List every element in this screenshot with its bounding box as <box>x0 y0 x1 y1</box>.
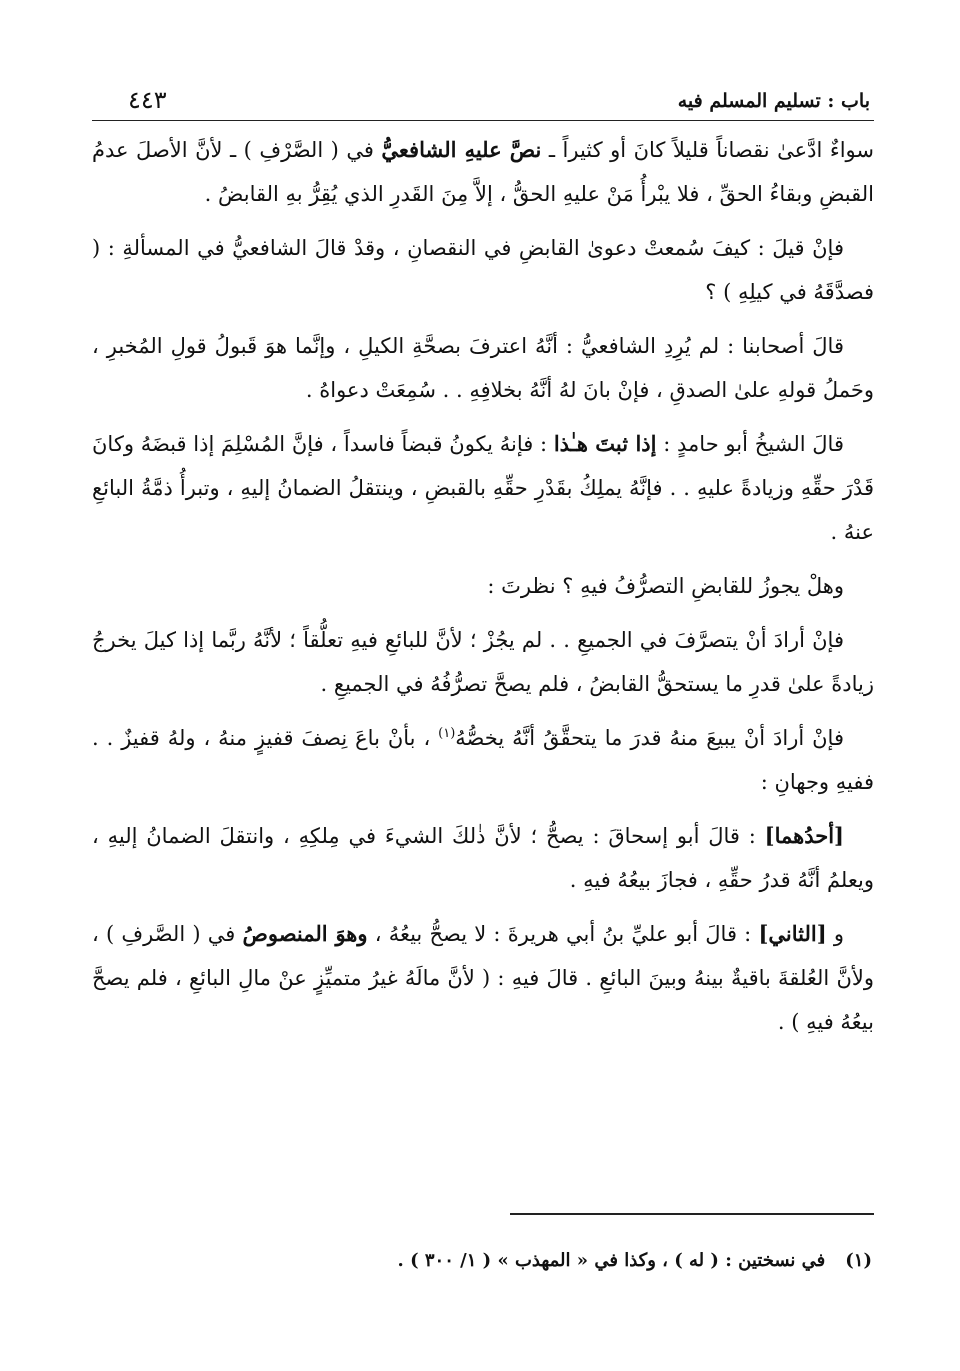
page-header <box>92 84 874 121</box>
text-run: قالَ الشيخُ أبو حامدٍ : <box>656 432 844 456</box>
footnote-text: في نسختين : ( له ) ، وكذا في « المهذب » ( ١/ ٣٠٠ ) . <box>397 1250 826 1271</box>
page-number: ٤٤٣ <box>128 86 167 114</box>
paragraph <box>92 422 874 554</box>
paragraph <box>92 814 874 902</box>
footnote-number: (١) <box>845 1250 872 1271</box>
highlighted-phrase: إذا ثبتَ هـٰذا <box>553 431 657 456</box>
text-run: و <box>826 922 844 946</box>
text-run: في ( الصَّرفِ ) ، ولأنَّ العُلقةَ باقيةٌ بينهُ وبينَ البائعِ . قالَ فيهِ : ( لأنَّ مالَهُ غيرُ متميِّزٍ عنْ مالِ البائعِ ، فلم يصحَّ بيعُهُ فيهِ ) . <box>92 922 874 1034</box>
paragraph <box>92 226 874 314</box>
paragraph <box>92 618 874 706</box>
main-text <box>92 128 874 1054</box>
paragraph <box>92 564 874 608</box>
highlighted-phrase: [الثاني] <box>758 921 827 946</box>
text-run: في ( الصَّرْفِ ) ـ لأنَّ الأصلَ عدمُ القبضِ وبقاءُ الحقِّ ، فلا يبْرأُ مَنْ عليهِ الحقُّ ، إلاَّ مِنَ القَدرِ الذي يُقِرُّ بهِ القابضُ . <box>92 138 874 206</box>
text-run: وهلْ يجوزُ للقابضِ التصرُّفُ فيهِ ؟ نظرتَ : <box>487 574 844 598</box>
text-run: فإنْ أرادَ أنْ يتصرَّفَ في الجميعِ . . لم يجُزْ ؛ لأنَّ للبائعِ فيهِ تعلُّقاً ؛ لأنَّهُ ربَّما إذا كيلَ يخرجُ زيادةً علىٰ قدرِ ما يستحقُّ القابضُ ، فلم يصحَّ تصرُّفُهُ في الجميعِ . <box>92 628 874 696</box>
paragraph <box>92 716 874 804</box>
text-run: فإنْ قيلَ : كيفَ سُمعتْ دعوىٰ القابضِ في النقصانِ ، وقدْ قالَ الشافعيُّ في المسألةِ : ( فصدَّقَهُ في كيلِهِ ) ؟ <box>92 236 874 304</box>
paragraph <box>92 912 874 1044</box>
footnote-divider <box>510 1213 874 1215</box>
text-run: ، بأنْ باعَ نِصفَ قفيزٍ منهُ ، ولهُ قفيزٌ . . ففيهِ وجهانِ : <box>92 726 874 794</box>
text-run: فإنْ أرادَ أنْ يبيعَ منهُ قدرَ ما يتحقَّقُ أنَّهُ يخصُّهُ <box>455 726 844 750</box>
text-run: : قالَ أبو عليِّ بنُ أبي هريرةَ : لا يصحُّ بيعُهُ ، <box>367 922 759 946</box>
highlighted-phrase: وهوَ المنصوصُ <box>242 921 368 946</box>
footnote <box>398 1250 872 1271</box>
text-run: قالَ أصحابنا : لم يُرِدِ الشافعيُّ : أنَّهُ اعترفَ بصحَّةِ الكيلِ ، وإنَّما هوَ قَبولُ قولِ المُخبرِ ، وحَملُ قولهِ علىٰ الصدقِ ، فإنْ بانَ لهُ أنَّهُ بخلافِهِ . . سُمِعَتْ دعواهُ . <box>92 334 874 402</box>
highlighted-phrase: نصَّ عليهِ الشافعيُّ <box>381 137 542 162</box>
text-run: : فإنهُ يكونُ قبضاً فاسداً ، فإنَّ المُسْلِمَ إذا قبضَهُ وكانَ قَدْرَ حقِّهِ وزيادةً عليهِ . . فإنَّهُ يملِكُ بقَدْرِ حقِّهِ بالقبضِ ، وينتقلُ الضمانُ إليهِ ، وتبرأُ ذمَّةُ البائعِ عنهُ . <box>92 432 874 544</box>
text-run: سواءٌ ادَّعىٰ نقصاناً قليلاً كانَ أو كثيراً ـ <box>541 138 874 162</box>
footnote-reference: (١) <box>438 726 456 741</box>
highlighted-phrase: [أحدُهما] <box>764 823 844 848</box>
text-run: : قالَ أبو إسحاقَ : يصحُّ ؛ لأنَّ ذٰلكَ الشيءَ في مِلكِهِ ، وانتقلَ الضمانُ إليهِ ، ويعلمُ أنَّهُ قدرُ حقِّهِ ، فجازَ بيعُهُ فيهِ . <box>92 824 874 892</box>
paragraph <box>92 324 874 412</box>
running-title: باب : تسليم المسلم فيه <box>677 90 870 112</box>
paragraph <box>92 128 874 216</box>
